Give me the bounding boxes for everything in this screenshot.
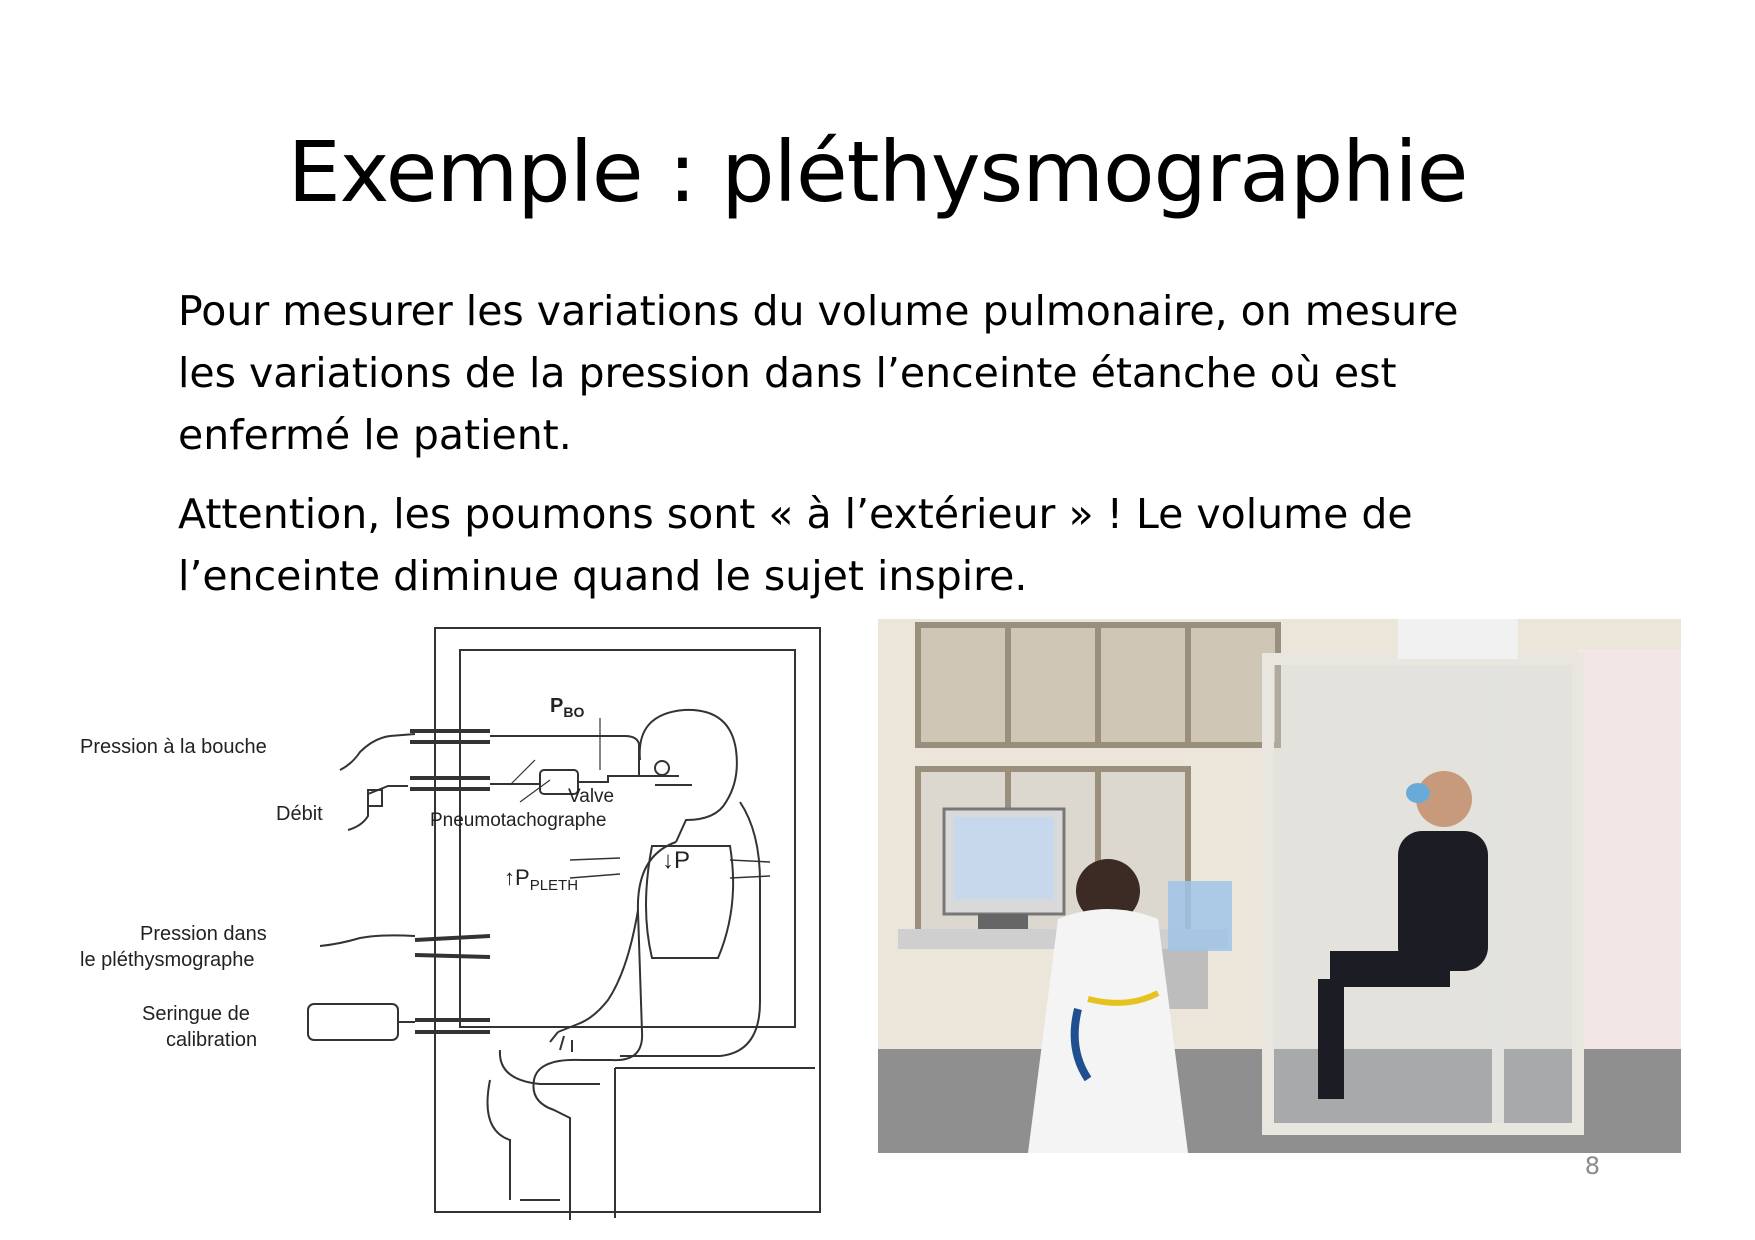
label-valve: Valve bbox=[568, 786, 615, 807]
wall-port-flow bbox=[410, 778, 490, 789]
paragraph-1-line-3: enfermé le patient. bbox=[178, 411, 572, 459]
patient-arm bbox=[558, 910, 638, 1032]
mouth-line bbox=[490, 736, 679, 776]
paragraph-1-line-1: Pour mesurer les variations du volume pulmonaire, on mesure bbox=[178, 287, 1459, 335]
label-ppleth: $↑P_{PLETH}$ bbox=[504, 865, 579, 894]
label-pression-dans-1: Pression dans bbox=[140, 923, 267, 945]
paragraph-1 bbox=[178, 280, 1578, 466]
paragraph-2 bbox=[178, 483, 1578, 607]
label-delta-p: ↓P bbox=[662, 847, 691, 874]
label-debit: Débit bbox=[276, 803, 323, 825]
label-pression-bouche: Pression à la bouche bbox=[80, 736, 267, 758]
patient-hand bbox=[550, 1032, 572, 1052]
paragraph-2-line-2: l’enceinte diminue quand le sujet inspire. bbox=[178, 552, 1028, 600]
mouthpiece bbox=[655, 761, 669, 775]
photo-cabin-top bbox=[1398, 619, 1518, 659]
pleth-tube bbox=[320, 935, 415, 946]
calibration-syringe bbox=[308, 1004, 398, 1040]
photo-wallpaper bbox=[1578, 649, 1681, 1049]
label-seringue-2: calibration bbox=[166, 1029, 258, 1051]
wall-port-pleth bbox=[415, 936, 490, 957]
paragraph-2-line-1: Attention, les poumons sont « à l’extérieur » ! Le volume de bbox=[178, 490, 1413, 538]
patient-body bbox=[533, 842, 676, 1220]
cabin-inner-wall bbox=[460, 650, 795, 1027]
seat bbox=[615, 1068, 815, 1218]
page-number: 8 bbox=[1584, 1152, 1600, 1180]
paragraph-1-line-2: les variations de la pression dans l’enceinte étanche où est bbox=[178, 349, 1397, 397]
patient-leg bbox=[488, 1050, 601, 1200]
flow-tube bbox=[348, 786, 408, 830]
label-pneumotachographe: Pneumotachographe bbox=[430, 810, 607, 831]
page-title: Exemple : pléthysmographie bbox=[287, 123, 1468, 221]
label-seringue-1: Seringue de bbox=[142, 1003, 250, 1025]
mouth-pressure-tube bbox=[340, 734, 415, 770]
wall-port-mouth bbox=[410, 731, 490, 742]
photo-drawers bbox=[1168, 881, 1232, 951]
label-pression-dans-2: le pléthysmographe bbox=[80, 949, 255, 971]
label-pbo: $P_{BO}$ bbox=[550, 695, 585, 720]
plethysmograph-photo bbox=[878, 619, 1681, 1153]
plethysmograph-diagram bbox=[80, 620, 860, 1220]
